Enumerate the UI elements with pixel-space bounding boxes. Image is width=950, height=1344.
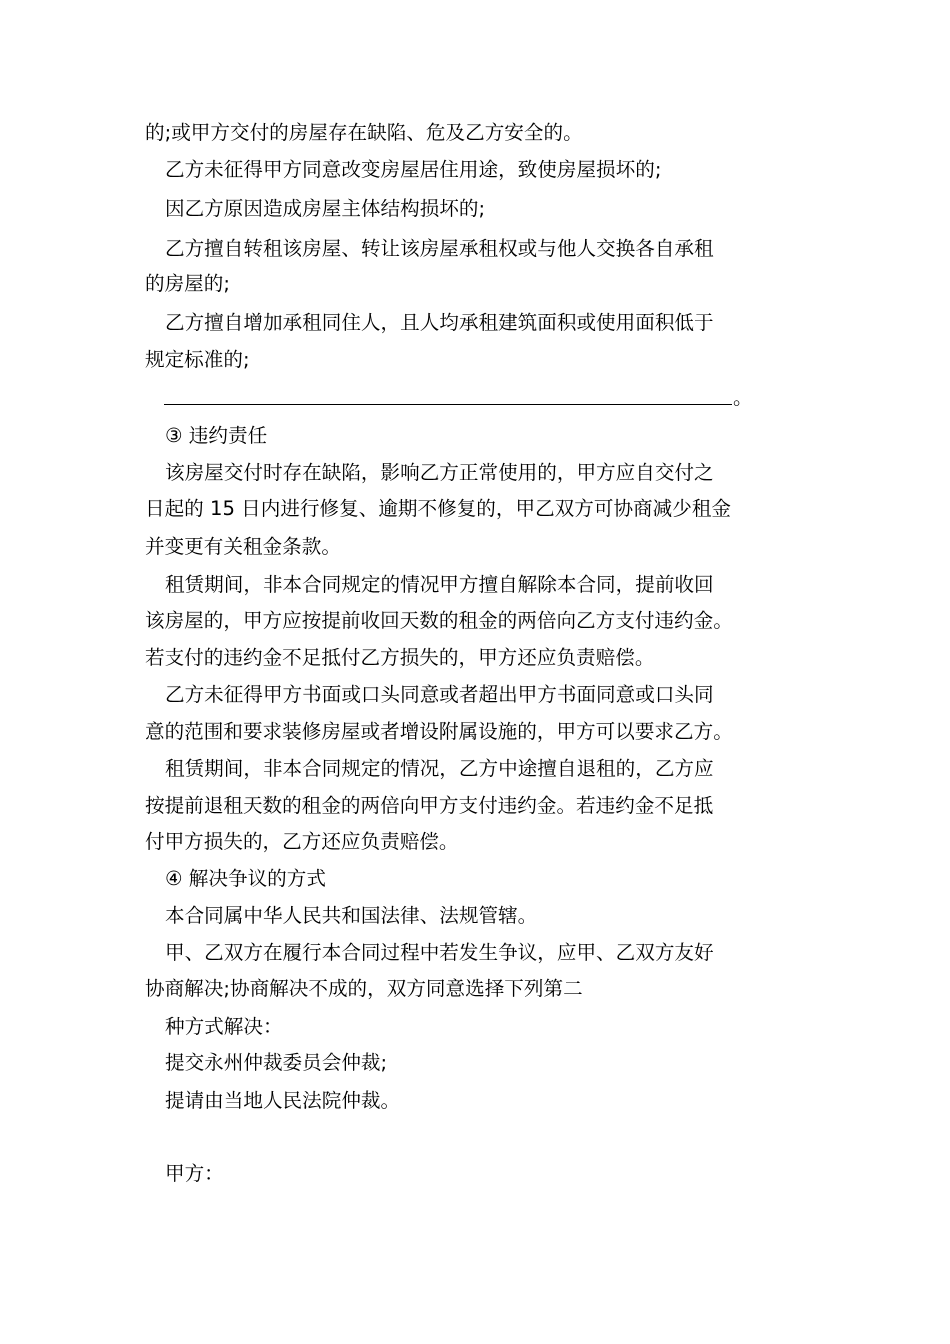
text-line: 并变更有关租金条款。 (145, 535, 341, 558)
text-line: 提交永州仲裁委员会仲裁; (165, 1051, 388, 1074)
text-line: 该房屋交付时存在缺陷，影响乙方正常使用的，甲方应自交付之 (165, 461, 714, 484)
text-line: 租赁期间，非本合同规定的情况甲方擅自解除本合同，提前收回 (165, 573, 714, 596)
text-line: 因乙方原因造成房屋主体结构损坏的; (165, 197, 486, 220)
section-heading: ③ 违约责任 (165, 424, 268, 447)
signature-label-party-a: 甲方： (165, 1162, 224, 1185)
blank-line-period: 。 (733, 386, 753, 409)
text-line: 乙方擅自转租该房屋、转让该房屋承租权或与他人交换各自承租 (165, 237, 714, 260)
text-line: 按提前退租天数的租金的两倍向甲方支付违约金。若违约金不足抵 (145, 794, 714, 817)
text-line: 若支付的违约金不足抵付乙方损失的，甲方还应负责赔偿。 (145, 646, 655, 669)
fill-in-blank-line (164, 404, 732, 405)
text-line: 的;或甲方交付的房屋存在缺陷、危及乙方安全的。 (145, 121, 583, 144)
text-line: 乙方擅自增加承租同住人，且人均承租建筑面积或使用面积低于 (165, 311, 714, 334)
text-line: 的房屋的; (145, 272, 230, 295)
text-line: 本合同属中华人民共和国法律、法规管辖。 (165, 904, 538, 927)
text-line: 日起的 15 日内进行修复、逾期不修复的，甲乙双方可协商减少租金 (145, 497, 732, 520)
text-line: 该房屋的，甲方应按提前收回天数的租金的两倍向乙方支付违约金。 (145, 609, 733, 632)
text-line: 规定标准的; (145, 348, 250, 371)
section-heading: ④ 解决争议的方式 (165, 867, 326, 890)
text-line: 种方式解决： (165, 1015, 283, 1038)
text-line: 付甲方损失的，乙方还应负责赔偿。 (145, 830, 459, 853)
text-line: 乙方未征得甲方同意改变房屋居住用途，致使房屋损坏的; (165, 158, 662, 181)
text-line: 乙方未征得甲方书面或口头同意或者超出甲方书面同意或口头同 (165, 683, 714, 706)
text-line: 提请由当地人民法院仲裁。 (165, 1089, 401, 1112)
text-line: 协商解决;协商解决不成的，双方同意选择下列第二 (145, 977, 583, 1000)
text-line: 甲、乙双方在履行本合同过程中若发生争议，应甲、乙双方友好 (165, 941, 714, 964)
text-line: 租赁期间，非本合同规定的情况，乙方中途擅自退租的，乙方应 (165, 757, 714, 780)
text-line: 意的范围和要求装修房屋或者增设附属设施的，甲方可以要求乙方。 (145, 720, 733, 743)
